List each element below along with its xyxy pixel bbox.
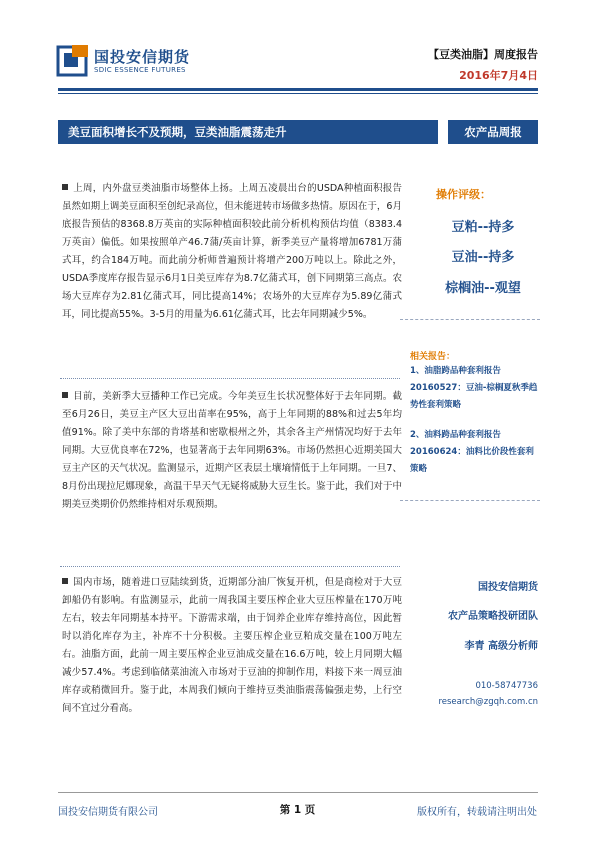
contact-analyst: 李青 高级分析师: [464, 641, 538, 652]
footer-divider: [58, 792, 538, 793]
headline-title: 美豆面积增长不及预期，豆类油脂震荡走升: [68, 125, 287, 139]
paragraph-text: 目前，美新季大豆播种工作已完成。今年美豆生长状况整体好于去年同期。截至6月26日，美豆主产区大豆出苗率在95%，高于上年同期的88%和过去5年均值91%。除了美中东部的肯塔基和密歇根州之外，其余各主产州情况均好于去年同期。大豆优良率在72%，也显著高于去年同期63%。市场仍然担心近期美国大豆主产区的天气状况。监测显示，近期产区表层土壤墒情低于上年同期。一旦7、8月份出现拉尼娜现象，高温干旱天气无疑将威胁大豆生长。鉴于此，我们对于中期美豆类期价仍然维持相对乐观预期。: [62, 391, 402, 510]
header-divider: [58, 88, 538, 91]
related-report-link[interactable]: 1、油脂跨品种套利报告20160527：豆油-棕榈夏秋季趋势性套利策略: [410, 366, 538, 410]
footer-copyright: 版权所有，转载请注明出处: [417, 807, 537, 818]
rating-soymeal: 豆粕--持多: [451, 220, 515, 235]
company-name-cn: 国投安信期货: [94, 48, 191, 66]
paragraph-text: 国内市场，随着进口豆陆续到货，近期部分油厂恢复开机，但是商检对于大豆卸船仍有影响。有监测显示，此前一周我国主要压榨企业大豆压榨量在170万吨左右，较去年同期基本持平。下游需求端，由于饲养企业库存维持高位，因此暂时以消化库存为主，补库不十分积极。主要压榨企业豆粕成交量在100万吨左右。油脂方面，此前一周主要压榨企业豆油成交量在16.6万吨，较上月同期大幅减少57.4%。考虑到临储菜油流入市场对于豆油的抑制作用，料接下来一周豆油库存或稍微回升。鉴于此，本周我们倾向于维持豆类油脂震荡偏强走势，上行空间不宜过分看高。: [62, 577, 402, 714]
page-number: 第 1 页: [279, 804, 316, 816]
report-title: 【豆类油脂】周度报告: [428, 48, 538, 61]
rating-palm-oil: 棕榈油--观望: [445, 281, 521, 296]
related-report-link[interactable]: 2、油料跨品种套利报告20160624：油料比价段性套利策略: [410, 430, 534, 474]
company-logo-icon: [56, 45, 88, 77]
company-name-en: SDIC ESSENCE FUTURES: [94, 66, 186, 74]
related-reports-heading: 相关报告：: [410, 352, 456, 362]
paragraph-text: 上周，内外盘豆类油脂市场整体上扬。上周五凌晨出台的USDA种植面积报告虽然如期上调美豆面积至创纪录高位，但未能迸转市场做多热情。原因在于，6月底报告预估的8368.8万英亩的实际种植面积较此前分析机构预估均值（8383.4万英亩）偏低。如果按照单产46.7蒲/英亩计算，新季美豆产量将增加6781万蒲式耳，约合184万吨。而此前分析师普遍预计将增产200万吨以上。除此之外，USDA季度库存报告显示6月1日美豆库存为8.7亿蒲式耳，创下同期第三高点。农场大豆库存为2.81亿蒲式耳，同比提高14%；农场外的大豆库存为5.89亿蒲式耳，同比提高55%。3-5月的用量为6.61亿蒲式耳，比去年同期减少5%。: [62, 183, 402, 320]
contact-email[interactable]: research@zgqh.com.cn: [438, 697, 538, 707]
section-divider: [60, 566, 400, 567]
footer-company: 国投安信期货有限公司: [58, 807, 158, 818]
contact-team: 农产品策略投研团队: [448, 611, 538, 622]
contact-company: 国投安信期货: [478, 582, 538, 593]
rating-label: 操作评级：: [436, 188, 491, 201]
header-divider-thin: [58, 93, 538, 94]
rating-soyoil: 豆油--持多: [451, 250, 515, 265]
paragraph-us-crop: [62, 388, 402, 514]
sidebar-divider: [400, 319, 540, 320]
sidebar-divider: [400, 500, 540, 501]
bullet-icon: [62, 392, 68, 398]
section-label: 农产品周报: [464, 125, 522, 139]
report-date: 2016年7月4日: [459, 69, 538, 82]
bullet-icon: [62, 578, 68, 584]
contact-phone: 010-58747736: [475, 681, 538, 691]
paragraph-domestic: [62, 574, 402, 718]
section-divider: [60, 378, 400, 379]
paragraph-us-acreage: [62, 180, 402, 324]
bullet-icon: [62, 184, 68, 190]
